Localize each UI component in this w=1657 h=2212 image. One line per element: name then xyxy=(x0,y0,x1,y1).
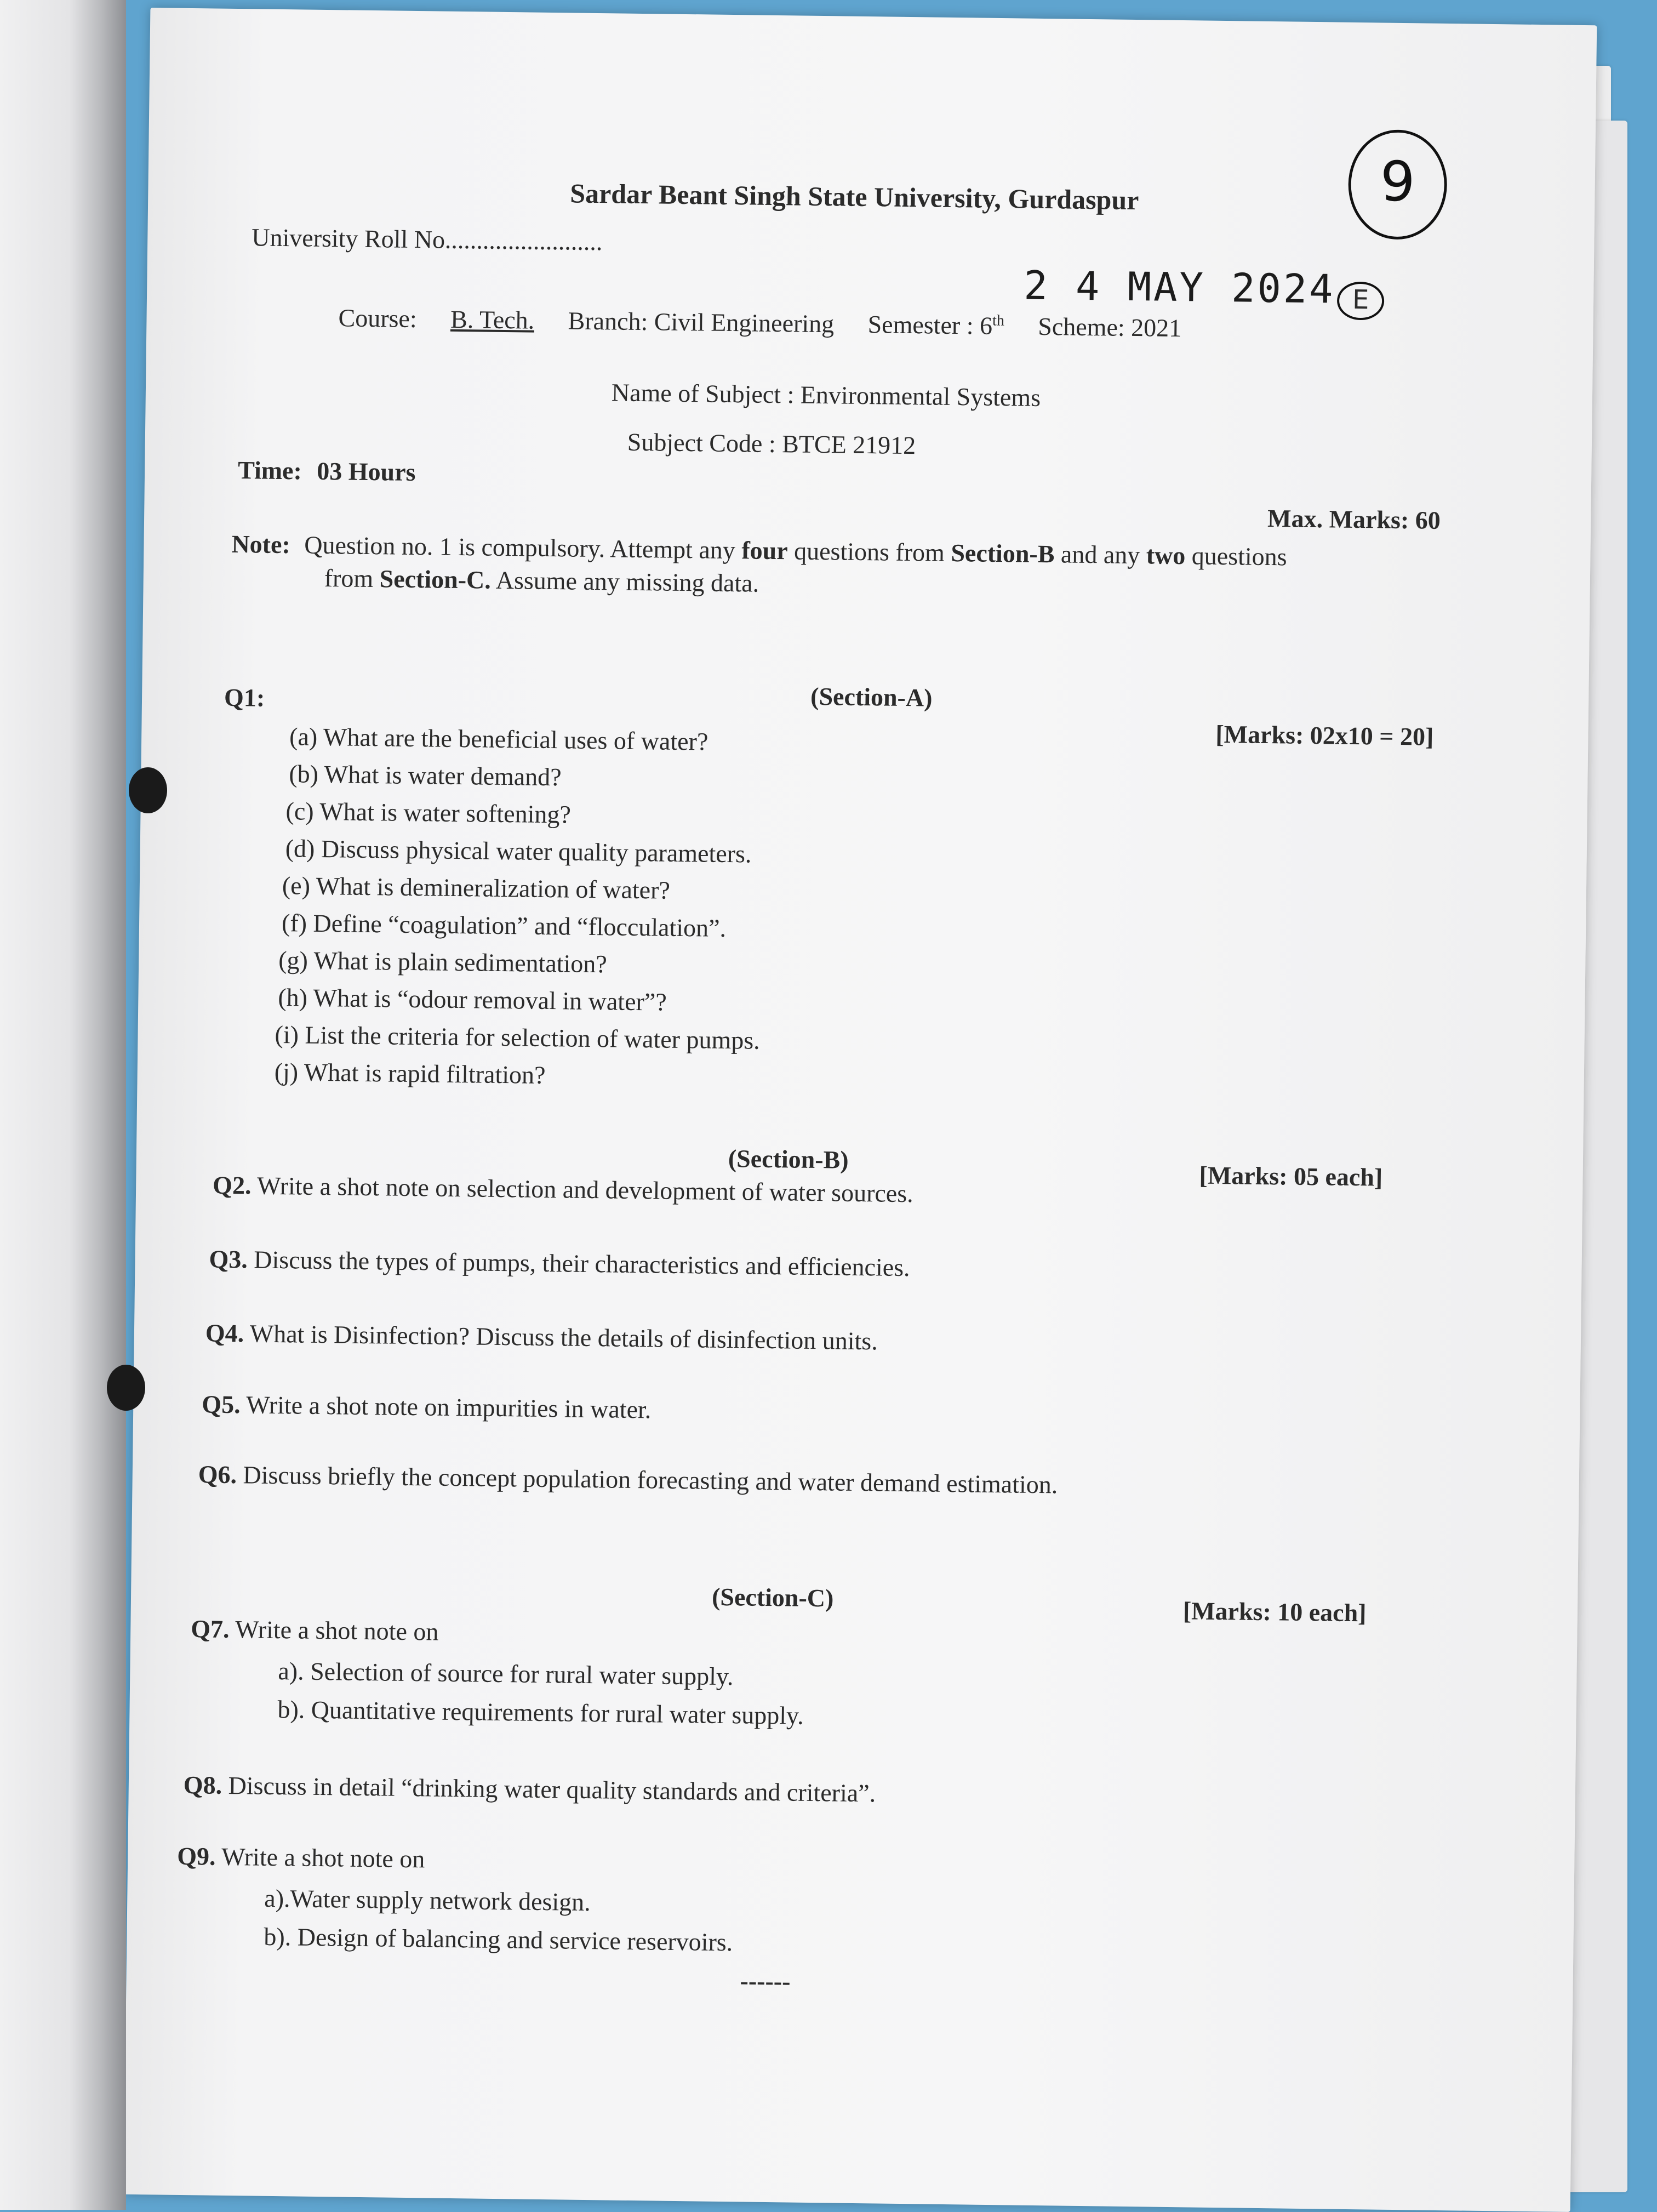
q7-part-a: a). Selection of source for rural water supply. xyxy=(278,1657,734,1691)
course-value: B. Tech. xyxy=(450,305,535,334)
question-q6: Q6. Discuss briefly the concept population forecasting and water demand estimation. xyxy=(198,1460,1058,1499)
time-label: Time: xyxy=(237,456,302,485)
roll-number-line: University Roll No......................... xyxy=(252,223,603,256)
question-q4: Q4. What is Disinfection? Discuss the details of disinfection units. xyxy=(205,1319,878,1355)
q1-item: (c) What is water softening? xyxy=(285,797,572,829)
course-label: Course: xyxy=(338,304,417,333)
time-line xyxy=(238,455,416,487)
section-a-title: (Section-A) xyxy=(810,682,933,712)
question-q8: Q8. Discuss in detail “drinking water quality standards and criteria”. xyxy=(183,1771,876,1808)
date-stamp-text: 2 4 MAY 2024 xyxy=(1023,262,1336,312)
q1-item: (j) What is rapid filtration? xyxy=(274,1057,546,1089)
subject-name: Name of Subject : Environmental Systems xyxy=(611,378,1041,412)
subject-code: Subject Code : BTCE 21912 xyxy=(627,427,916,460)
q7-part-b: b). Quantitative requirements for rural water supply. xyxy=(277,1695,804,1730)
branch: Branch: Civil Engineering xyxy=(568,306,835,338)
q1-item: (i) List the criteria for selection of water pumps. xyxy=(275,1020,761,1054)
q9-part-b: b). Design of balancing and service reservoirs. xyxy=(264,1922,733,1957)
section-c-title: (Section-C) xyxy=(711,1582,834,1612)
handwritten-page-number: 9 xyxy=(1347,129,1447,240)
q9-part-a: a).Water supply network design. xyxy=(264,1884,591,1917)
q1-item: (a) What are the beneficial uses of water? xyxy=(289,722,708,756)
exam-paper xyxy=(124,8,1597,2212)
q1-item: (g) What is plain sedimentation? xyxy=(278,946,608,978)
q1-label: Q1: xyxy=(224,683,265,712)
question-q3: Q3. Discuss the types of pumps, their characteristics and efficiencies. xyxy=(209,1245,910,1282)
section-a-marks: [Marks: 02x10 = 20] xyxy=(1215,720,1434,751)
section-b-title: (Section-B) xyxy=(728,1144,849,1174)
q1-item: (d) Discuss physical water quality parameters. xyxy=(285,834,752,868)
stamp-circle-mark: E xyxy=(1337,282,1385,321)
university-name: Sardar Beant Singh State University, Gurdaspur xyxy=(570,178,1139,216)
time-value: 03 Hours xyxy=(317,457,416,486)
max-marks: Max. Marks: 60 xyxy=(1267,504,1441,534)
scheme: Scheme: 2021 xyxy=(1038,312,1182,343)
note-line-2: from Section-C. Assume any missing data. xyxy=(324,563,759,597)
question-q9: Q9. Write a shot note on xyxy=(176,1842,425,1873)
section-c-marks: [Marks: 10 each] xyxy=(1182,1597,1367,1627)
semester: Semester : 6th xyxy=(867,310,1005,340)
binding-hole xyxy=(107,1365,145,1411)
q1-item: (e) What is demineralization of water? xyxy=(282,871,671,904)
end-of-paper-mark: ------ xyxy=(740,1966,791,1996)
question-q7: Q7. Write a shot note on xyxy=(191,1615,439,1646)
q1-item: (b) What is water demand? xyxy=(289,760,562,791)
section-b-marks: [Marks: 05 each] xyxy=(1199,1161,1383,1191)
question-q5: Q5. Write a shot note on impurities in water. xyxy=(202,1390,652,1424)
folded-left-page xyxy=(0,0,126,2210)
note-line-1: Note: Question no. 1 is compulsory. Attempt any four questions from Section-B and any two questions xyxy=(231,529,1287,571)
binding-hole xyxy=(129,767,167,813)
q1-item: (h) What is “odour removal in water”? xyxy=(278,983,667,1016)
q1-item: (f) Define “coagulation” and “flocculation”. xyxy=(281,909,727,942)
question-q2: Q2. Write a shot note on selection and development of water sources. xyxy=(212,1171,914,1208)
